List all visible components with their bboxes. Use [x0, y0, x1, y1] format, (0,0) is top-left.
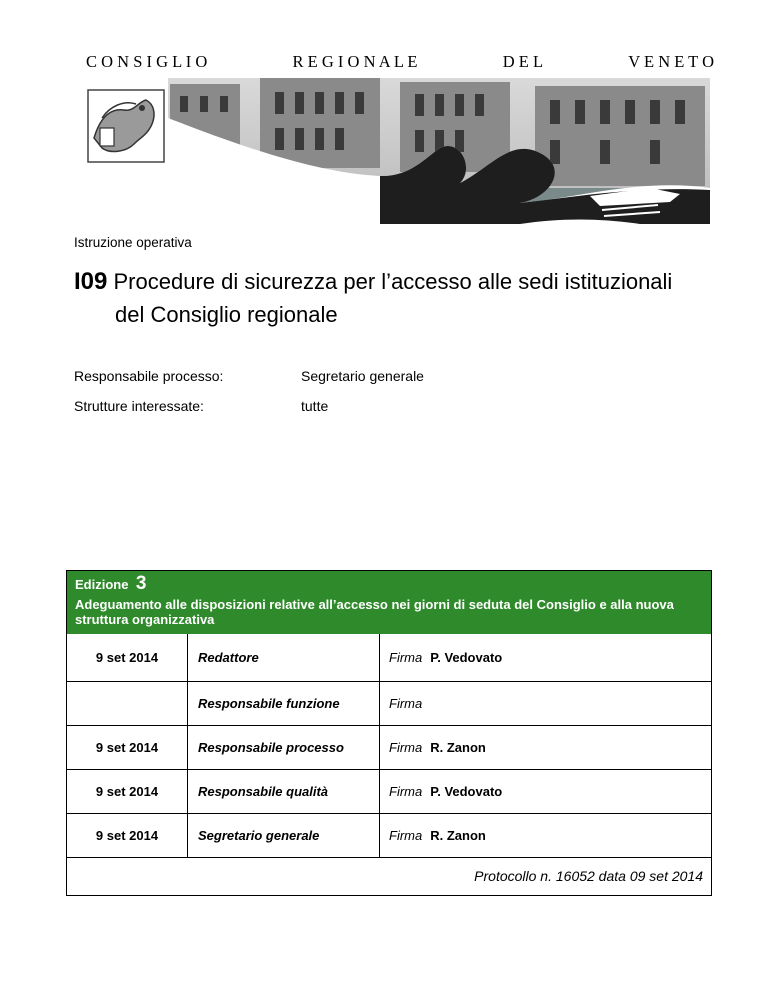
row-role: Redattore [188, 634, 380, 682]
letterhead-word-1: C O N S I G L I O [86, 52, 208, 71]
signer-name: P. Vedovato [430, 784, 503, 799]
document-title-line-1: Procedure di sicurezza per l’accesso alle sedi istituzionali [113, 269, 673, 294]
document-code: I09 [74, 268, 108, 295]
row-firma [380, 726, 712, 770]
row-date: 9 set 2014 [67, 726, 188, 770]
firma-label: Firma [389, 650, 423, 665]
firma-label: Firma [389, 784, 423, 799]
row-firma [380, 814, 712, 858]
row-date: 9 set 2014 [67, 770, 188, 814]
row-role: Responsabile funzione [188, 682, 380, 726]
banner-illustration [80, 78, 710, 224]
row-date: 9 set 2014 [67, 814, 188, 858]
row-date [67, 682, 188, 726]
row-firma [380, 682, 712, 726]
firma-label: Firma [389, 828, 423, 843]
firma-label: Firma [389, 696, 423, 711]
responsabile-label: Responsabile processo: [74, 368, 224, 384]
responsabile-value: Segretario generale [301, 368, 424, 384]
table-row [67, 634, 711, 682]
protocol-number: Protocollo n. 16052 data 09 set 2014 [474, 868, 703, 884]
strutture-value: tutte [301, 398, 329, 414]
document-title [74, 265, 734, 331]
signature-table [67, 634, 711, 858]
firma-label: Firma [389, 740, 423, 755]
letterhead [86, 52, 714, 72]
row-date: 9 set 2014 [67, 634, 188, 682]
strutture-label: Strutture interessate: [74, 398, 204, 414]
letterhead-word-4: V E N E T O [628, 52, 714, 71]
venice-palace-photo-banner [80, 78, 710, 224]
row-role: Responsabile qualità [188, 770, 380, 814]
document-title-line-2: del Consiglio regionale [115, 302, 338, 327]
row-role: Responsabile processo [188, 726, 380, 770]
edition-description: Adeguamento alle disposizioni relative all’accesso nei giorni di seduta del Consiglio e alla nuova struttura organizzativa [75, 597, 674, 627]
letterhead-word-2: R E G I O N A L E [292, 52, 418, 71]
signer-name: P. Vedovato [430, 650, 503, 665]
table-row [67, 726, 711, 770]
edition-label: Edizione [75, 577, 129, 592]
document-type: Istruzione operativa [74, 235, 192, 250]
row-firma [380, 770, 712, 814]
table-row [67, 770, 711, 814]
edition-box [66, 570, 712, 896]
letterhead-word-3: D E L [502, 52, 544, 71]
table-row [67, 814, 711, 858]
signer-name: R. Zanon [430, 740, 486, 755]
edition-number: 3 [135, 573, 147, 594]
row-firma [380, 634, 712, 682]
lion-of-saint-mark-logo [88, 90, 164, 162]
signer-name: R. Zanon [430, 828, 486, 843]
edition-header [67, 571, 711, 634]
row-role: Segretario generale [188, 814, 380, 858]
table-row [67, 682, 711, 726]
